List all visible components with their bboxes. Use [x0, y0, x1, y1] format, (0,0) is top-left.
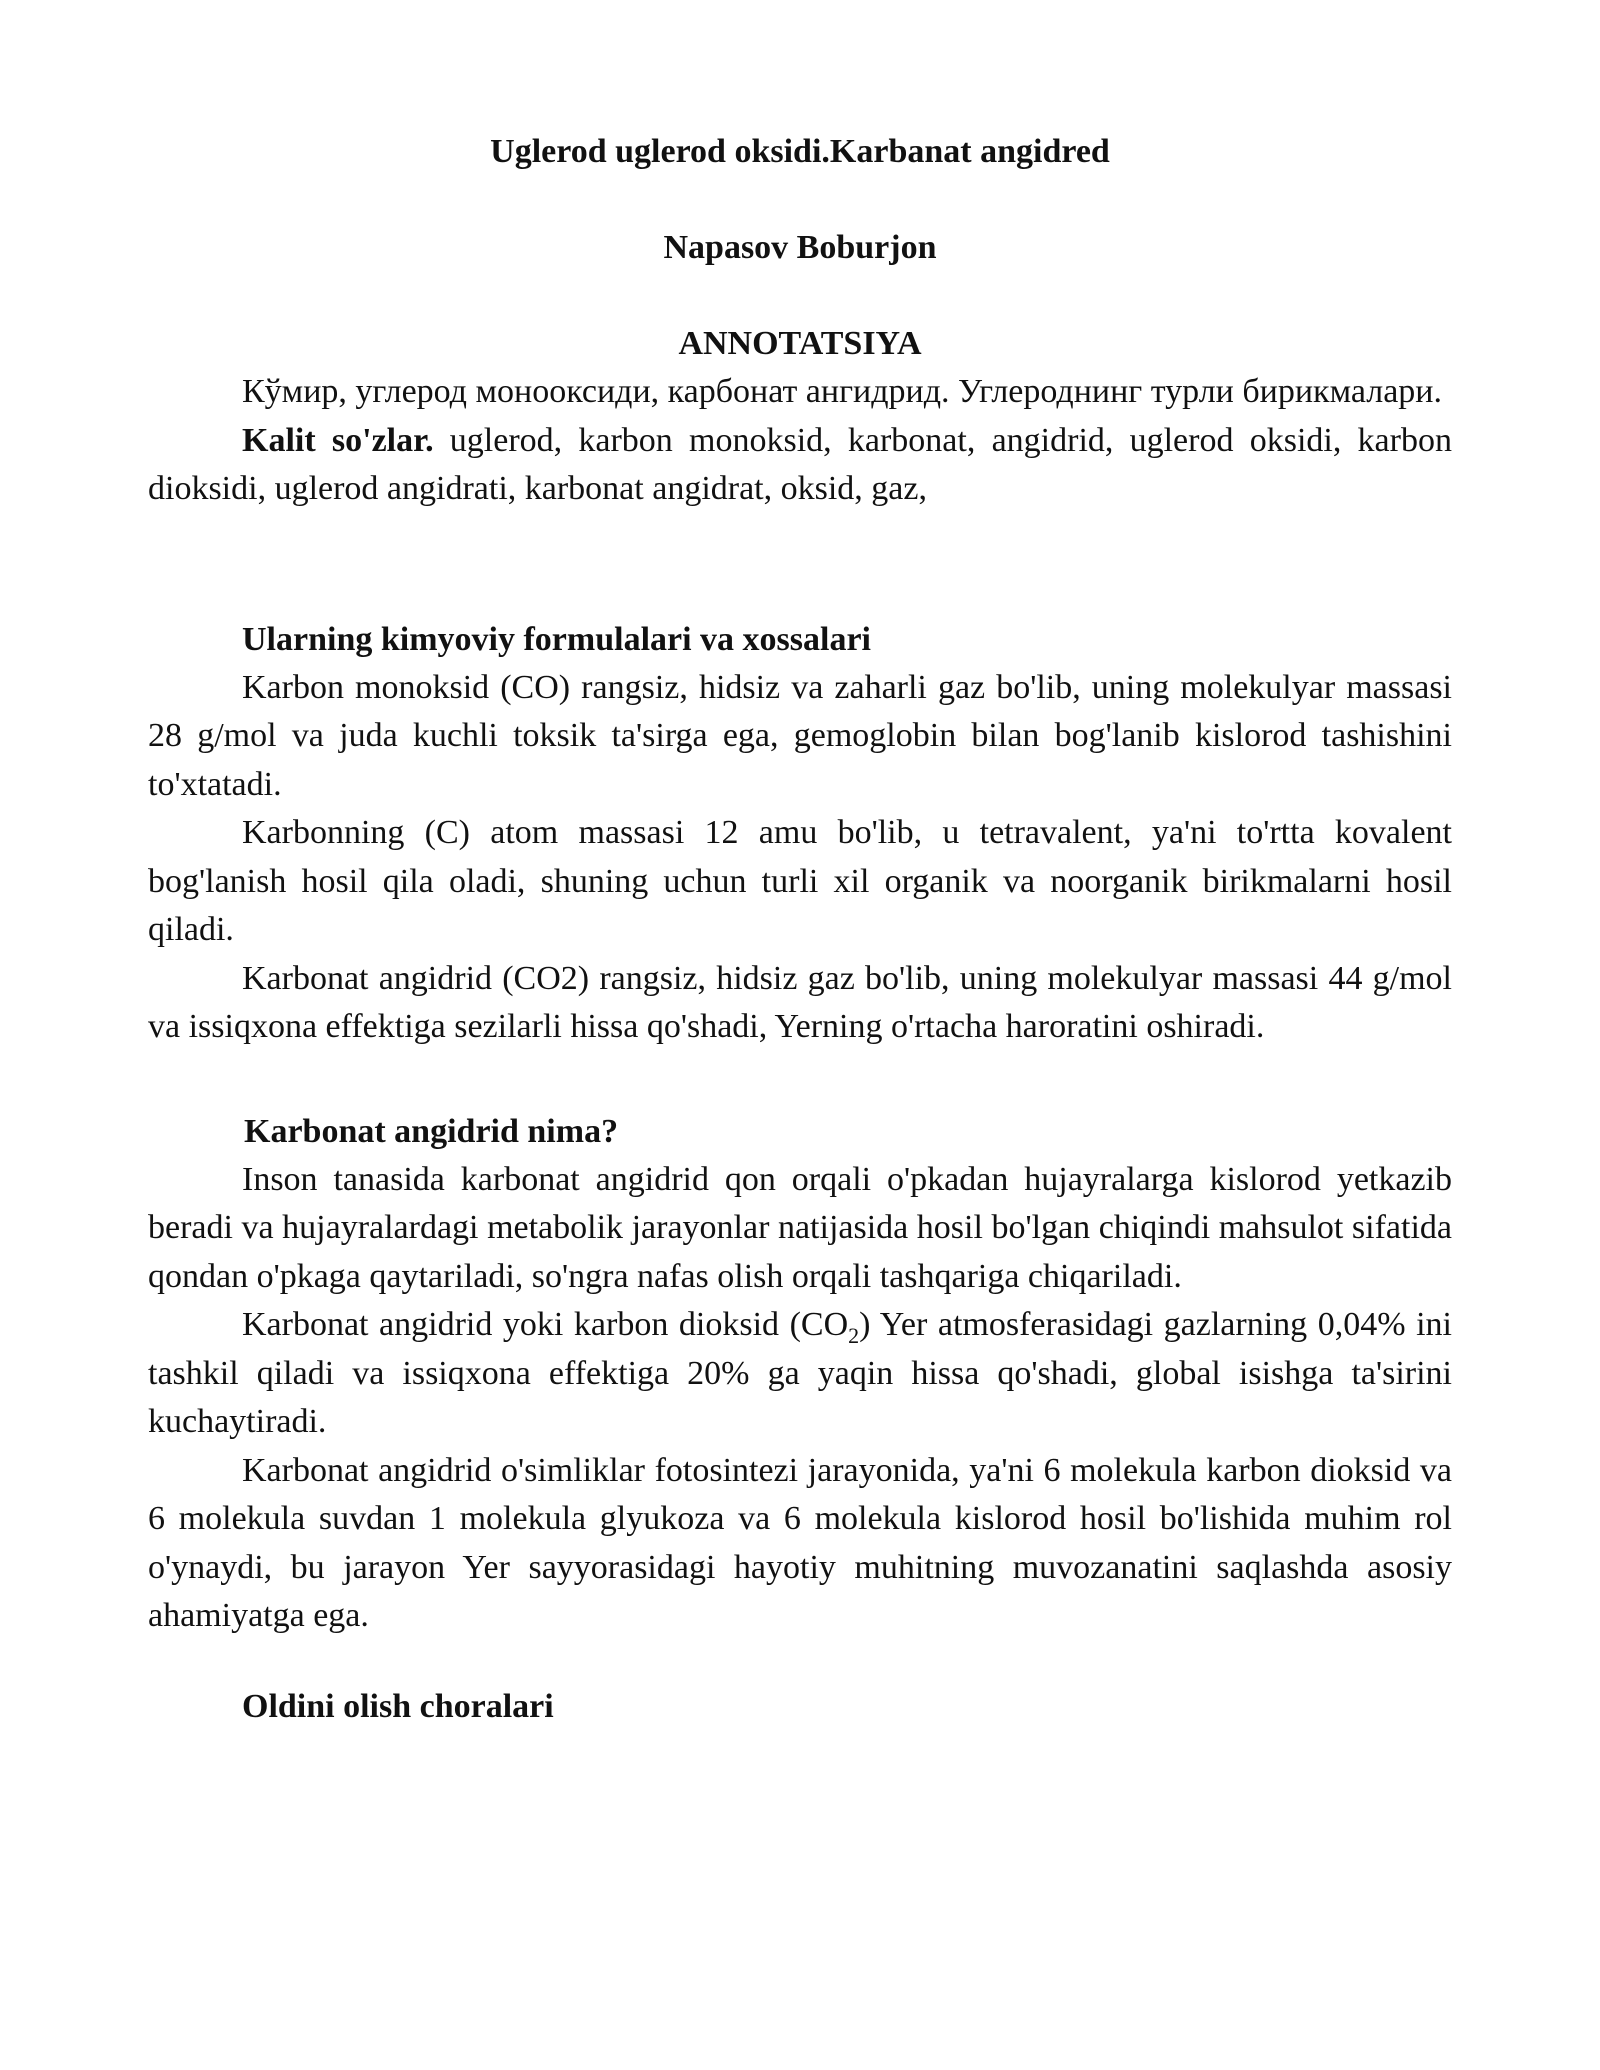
document-title: Uglerod uglerod oksidi.Karbanat angidred	[490, 133, 1110, 170]
document-body	[148, 128, 1452, 1731]
paragraph-carbon-monoxide: Karbon monoksid (CO) rangsiz, hidsiz va zaharli gaz bo'lib, uning molekulyar massasi 28 g/mol va juda kuchli toksik ta'sirga ega, gemoglobin bilan bog'lanib kislorod tashishini to'xtatadi.	[148, 668, 1452, 803]
subscript-2: 2	[848, 1322, 860, 1348]
section-heading-prevention: Oldini olish choralari	[242, 1687, 554, 1725]
keywords-text: uglerod, karbon monoksid, karbonat, angidrid, uglerod oksidi, karbon dioksidi, uglerod angidrati, karbonat angidrat, oksid, gaz,	[148, 421, 1452, 507]
paragraph-atmosphere-start: Karbonat angidrid yoki karbon dioksid (CO	[242, 1306, 849, 1343]
paragraph-human-body: Inson tanasida karbonat angidrid qon orqali o'pkadan hujayralarga kislorod yetkazib beradi va hujayralardagi metabolik jarayonlar natijasida hosil bo'lgan chiqindi mahsulot sifatida qondan o'pkaga qaytariladi, so'ngra nafas olish orqali tashqariga chiqariladi.	[148, 1160, 1452, 1295]
paragraph-atmosphere-end: ) Yer atmosferasidagi gazlarning 0,04% ini tashkil qiladi va issiqxona effektiga 20% ga yaqin hissa qo'shadi, global isishga ta'sirini kuchaytiradi.	[148, 1306, 1452, 1440]
paragraph-carbon-dioxide: Karbonat angidrid (CO2) rangsiz, hidsiz gaz bo'lib, uning molekulyar massasi 44 g/mol va issiqxona effektiga sezilarli hissa qo'shadi, Yerning o'rtacha haroratini oshiradi.	[148, 959, 1452, 1045]
paragraph-atmosphere	[148, 1301, 1452, 1447]
annotation-heading: ANNOTATSIYA	[678, 325, 922, 362]
keywords-label: Kalit so'zlar.	[242, 421, 434, 459]
section-heading-what-is: Karbonat angidrid nima?	[244, 1112, 619, 1150]
section-heading-formulas: Ularning kimyoviy formulalari va xossalari	[242, 620, 871, 658]
keywords-paragraph	[148, 417, 1452, 514]
paragraph-photosynthesis: Karbonat angidrid o'simliklar fotosintezi jarayonida, ya'ni 6 molekula karbon dioksid va 6 molekula suvdan 1 molekula glyukoza va 6 molekula kislorod hosil bo'lishida muhim rol o'ynaydi, bu jarayon Yer sayyorasidagi hayotiy muhitning muvozanatini saqlashda asosiy ahamiyatga ega.	[148, 1451, 1452, 1634]
paragraph-carbon-atom: Karbonning (C) atom massasi 12 amu bo'lib, u tetravalent, ya'ni to'rtta kovalent bog'lanish hosil qila oladi, shuning uchun turli xil organik va noorganik birikmalarni hosil qiladi.	[148, 814, 1452, 948]
author-name: Napasov Boburjon	[663, 229, 937, 266]
annotation-text: Кўмир, углерод монооксиди, карбонат ангидрид. Углероднинг турли бирикмалари.	[242, 373, 1442, 410]
